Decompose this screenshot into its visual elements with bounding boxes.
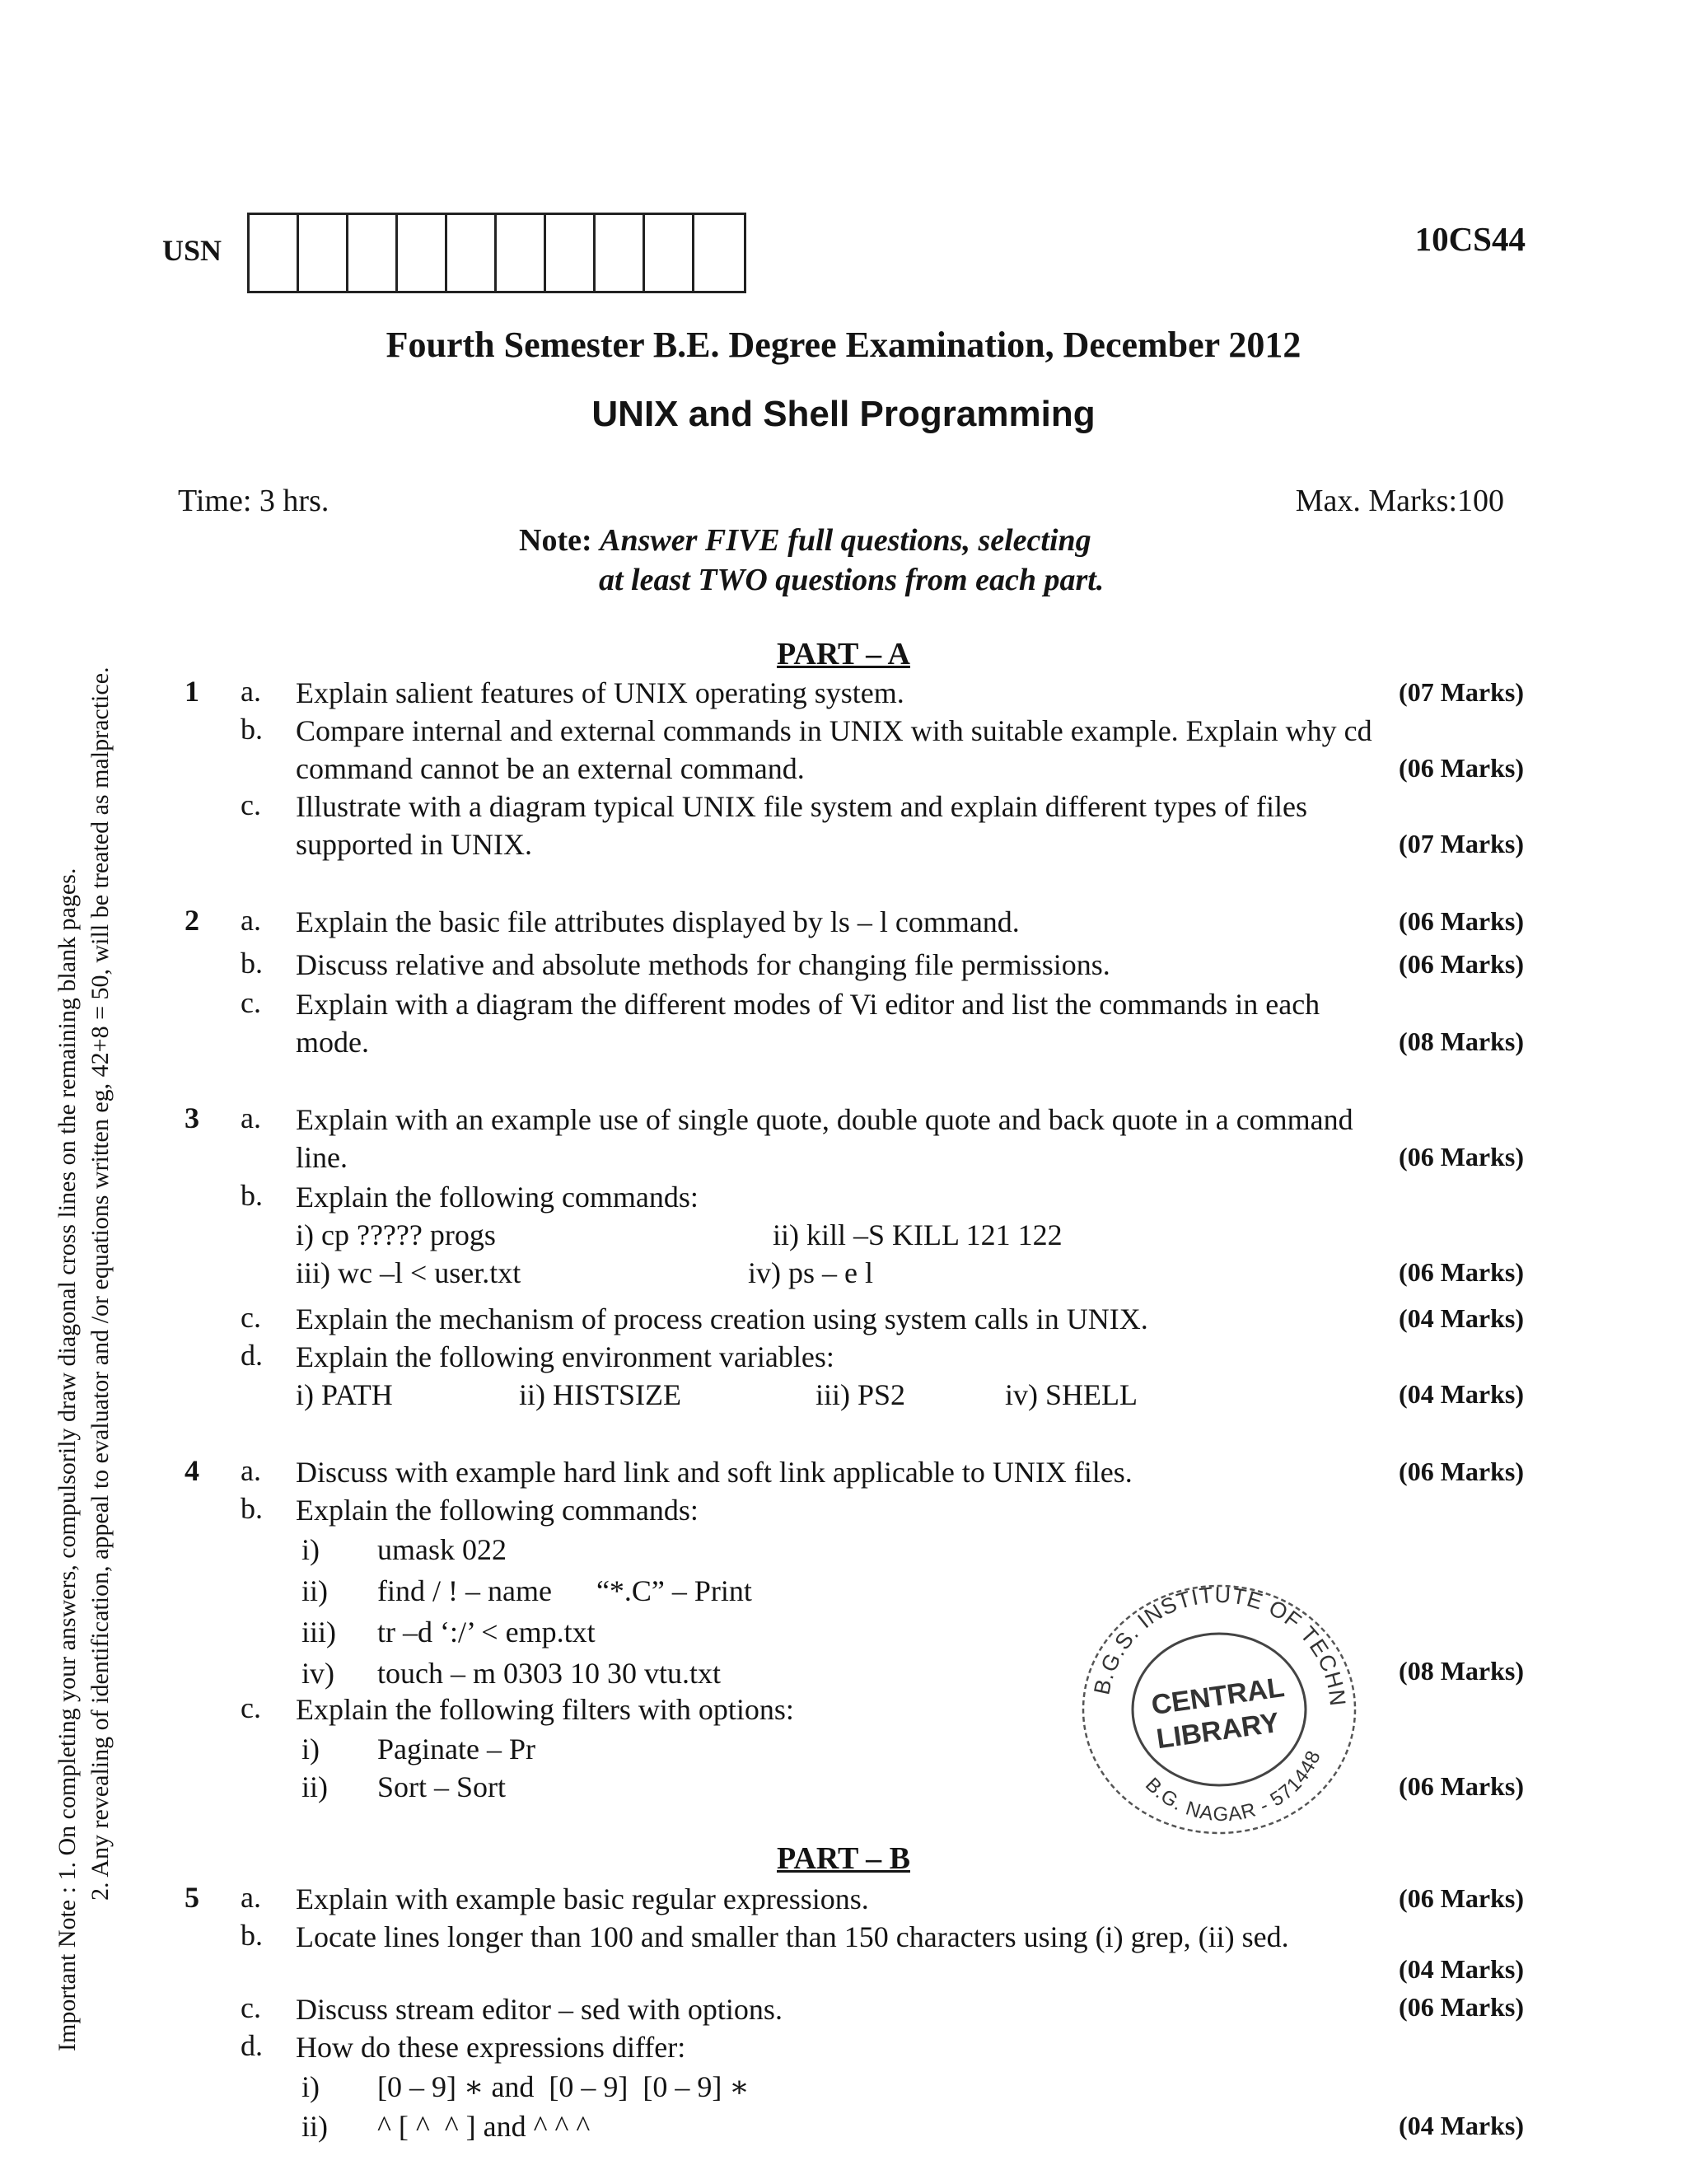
exam-title: Fourth Semester B.E. Degree Examination, December 2012: [386, 325, 1301, 365]
sub-label: d.: [241, 1339, 263, 1372]
sub-label: b.: [241, 1919, 263, 1952]
marks-label: (08 Marks): [1399, 1027, 1524, 1056]
item-number: i): [301, 2070, 320, 2103]
usn-box[interactable]: [694, 215, 744, 291]
question-text: Explain the mechanism of process creation using system calls in UNIX.: [296, 1302, 1148, 1335]
question-text: Illustrate with a diagram typical UNIX file system and explain different types of files: [296, 790, 1307, 823]
question-text: How do these expressions differ:: [296, 2031, 686, 2064]
question-text: line.: [296, 1141, 348, 1174]
question-text: mode.: [296, 1026, 369, 1059]
command-item: iv) ps – e l: [748, 1256, 873, 1289]
marks-label: (06 Marks): [1399, 1771, 1524, 1801]
usn-boxes: [247, 213, 746, 293]
sub-label: c.: [241, 1991, 261, 2024]
sub-label: a.: [241, 1881, 261, 1914]
command-item: i) cp ????? progs: [296, 1218, 496, 1251]
marks-label: (06 Marks): [1399, 949, 1524, 979]
env-var-item: iii) PS2: [815, 1378, 906, 1411]
part-a-heading: PART – A: [777, 637, 910, 671]
side-important-note: [51, 577, 117, 2051]
marks-label: (06 Marks): [1399, 753, 1524, 783]
question-text: Locate lines longer than 100 and smaller than 150 characters using (i) grep, (ii) sed.: [296, 1920, 1289, 1953]
usn-box[interactable]: [497, 215, 546, 291]
sub-label: b.: [241, 713, 263, 746]
sub-label: a.: [241, 1454, 261, 1487]
question-text: Discuss relative and absolute methods for changing file permissions.: [296, 948, 1110, 981]
marks-label: (04 Marks): [1399, 1303, 1524, 1333]
course-code: 10CS44: [1414, 220, 1526, 258]
max-marks: Max. Marks:100: [1295, 484, 1504, 518]
usn-box[interactable]: [398, 215, 447, 291]
usn-box[interactable]: [348, 215, 398, 291]
question-number: 5: [185, 1881, 199, 1914]
env-var-item: iv) SHELL: [1005, 1378, 1138, 1411]
sub-label: a.: [241, 904, 261, 937]
sub-label: a.: [241, 675, 261, 708]
question-number: 3: [185, 1101, 199, 1134]
sub-label: c.: [241, 1301, 261, 1334]
question-text: Discuss stream editor – sed with options.: [296, 1993, 783, 2026]
usn-box[interactable]: [447, 215, 497, 291]
command-item: umask 022: [377, 1533, 507, 1566]
usn-box[interactable]: [250, 215, 299, 291]
question-text: command cannot be an external command.: [296, 752, 805, 785]
question-text: Explain the following commands:: [296, 1181, 699, 1214]
question-text: Explain with a diagram the different modes of Vi editor and list the commands in each: [296, 988, 1320, 1021]
usn-label: USN: [162, 234, 222, 267]
question-text: Compare internal and external commands in UNIX with suitable example. Explain why cd: [296, 714, 1372, 747]
stamp-bottom-text: B.G. NAGAR - 571448: [1141, 1747, 1326, 1826]
filter-item: Sort – Sort: [377, 1770, 507, 1803]
marks-label: (06 Marks): [1399, 1992, 1524, 2022]
marks-label: (06 Marks): [1399, 1142, 1524, 1172]
item-number: ii): [301, 2110, 328, 2143]
subject-title: UNIX and Shell Programming: [591, 394, 1096, 434]
sub-label: c.: [241, 1691, 261, 1724]
usn-box[interactable]: [299, 215, 348, 291]
question-number: 1: [185, 675, 199, 708]
marks-label: (07 Marks): [1399, 829, 1524, 858]
note-line2: at least TWO questions from each part.: [599, 563, 1105, 597]
exam-time: Time: 3 hrs.: [178, 484, 329, 518]
usn-box[interactable]: [546, 215, 596, 291]
marks-label: (08 Marks): [1399, 1656, 1524, 1686]
marks-label: (06 Marks): [1399, 906, 1524, 936]
sub-label: d.: [241, 2029, 263, 2062]
note-line1: Answer FIVE full questions, selecting: [600, 523, 1091, 558]
question-text: Explain with an example use of single quote, double quote and back quote in a command: [296, 1103, 1353, 1136]
side-note-line2: 2. Any revealing of identification, appeal to evaluator and /or equations written eg, 42+8 = 50, will be treated as malpractice.: [86, 666, 114, 1901]
marks-label: (04 Marks): [1399, 2111, 1524, 2140]
env-var-item: i) PATH: [296, 1378, 393, 1411]
env-var-item: ii) HISTSIZE: [519, 1378, 681, 1411]
sub-label: c.: [241, 986, 261, 1019]
question-text: Explain with example basic regular expressions.: [296, 1882, 869, 1915]
filter-item: Paginate – Pr: [377, 1733, 535, 1765]
note-label: Note:: [519, 523, 592, 558]
sub-label: b.: [241, 1179, 263, 1212]
command-item: find / ! – name “*.C” – Print: [377, 1574, 752, 1607]
stamp-top-text: B.G.S. INSTITUTE OF TECHN: [1089, 1582, 1351, 1708]
usn-box[interactable]: [645, 215, 694, 291]
command-item: touch – m 0303 10 30 vtu.txt: [377, 1657, 721, 1690]
marks-label: (04 Marks): [1399, 1954, 1524, 1984]
command-item: iii) wc –l < user.txt: [296, 1256, 521, 1289]
marks-label: (06 Marks): [1399, 1257, 1524, 1287]
item-number: ii): [301, 1574, 328, 1607]
expression-item: ^ [ ^ ^ ] and ^ ^ ^: [377, 2110, 591, 2143]
library-stamp: [1063, 1565, 1376, 1837]
sub-label: b.: [241, 1492, 263, 1525]
question-text: Explain the following filters with options:: [296, 1693, 794, 1726]
part-b-heading: PART – B: [777, 1841, 910, 1876]
item-number: ii): [301, 1770, 328, 1803]
question-text: Explain the following environment variables:: [296, 1340, 834, 1373]
question-number: 2: [185, 904, 199, 937]
stamp-center-line2: LIBRARY: [1154, 1706, 1282, 1756]
item-number: iii): [301, 1616, 336, 1649]
stamp-center-line1: CENTRAL: [1149, 1671, 1287, 1722]
item-number: iv): [301, 1657, 334, 1690]
command-item: ii) kill –S KILL 121 122: [773, 1218, 1063, 1251]
question-number: 4: [185, 1454, 199, 1487]
question-text: Explain the basic file attributes displayed by ls – l command.: [296, 905, 1020, 938]
question-text: supported in UNIX.: [296, 828, 532, 861]
expression-item: [0 – 9] ∗ and [0 – 9] [0 – 9] ∗: [377, 2070, 750, 2103]
sub-label: a.: [241, 1101, 261, 1134]
side-note-line1: Important Note : 1. On completing your answers, compulsorily draw diagonal cross lines on the remaining blank pages.: [54, 868, 81, 2051]
usn-box[interactable]: [596, 215, 645, 291]
marks-label: (06 Marks): [1399, 1883, 1524, 1913]
question-text: Explain salient features of UNIX operating system.: [296, 676, 904, 709]
item-number: i): [301, 1733, 320, 1765]
sub-label: c.: [241, 788, 261, 821]
question-text: Explain the following commands:: [296, 1494, 699, 1527]
command-item: tr –d ‘:/’ < emp.txt: [377, 1616, 596, 1649]
question-text: Discuss with example hard link and soft link applicable to UNIX files.: [296, 1456, 1133, 1489]
stamp-graphic: [1063, 1565, 1376, 1837]
instructions-note: [519, 521, 1104, 600]
sub-label: b.: [241, 947, 263, 980]
item-number: i): [301, 1533, 320, 1566]
marks-label: (04 Marks): [1399, 1379, 1524, 1409]
marks-label: (07 Marks): [1399, 677, 1524, 707]
marks-label: (06 Marks): [1399, 1457, 1524, 1486]
